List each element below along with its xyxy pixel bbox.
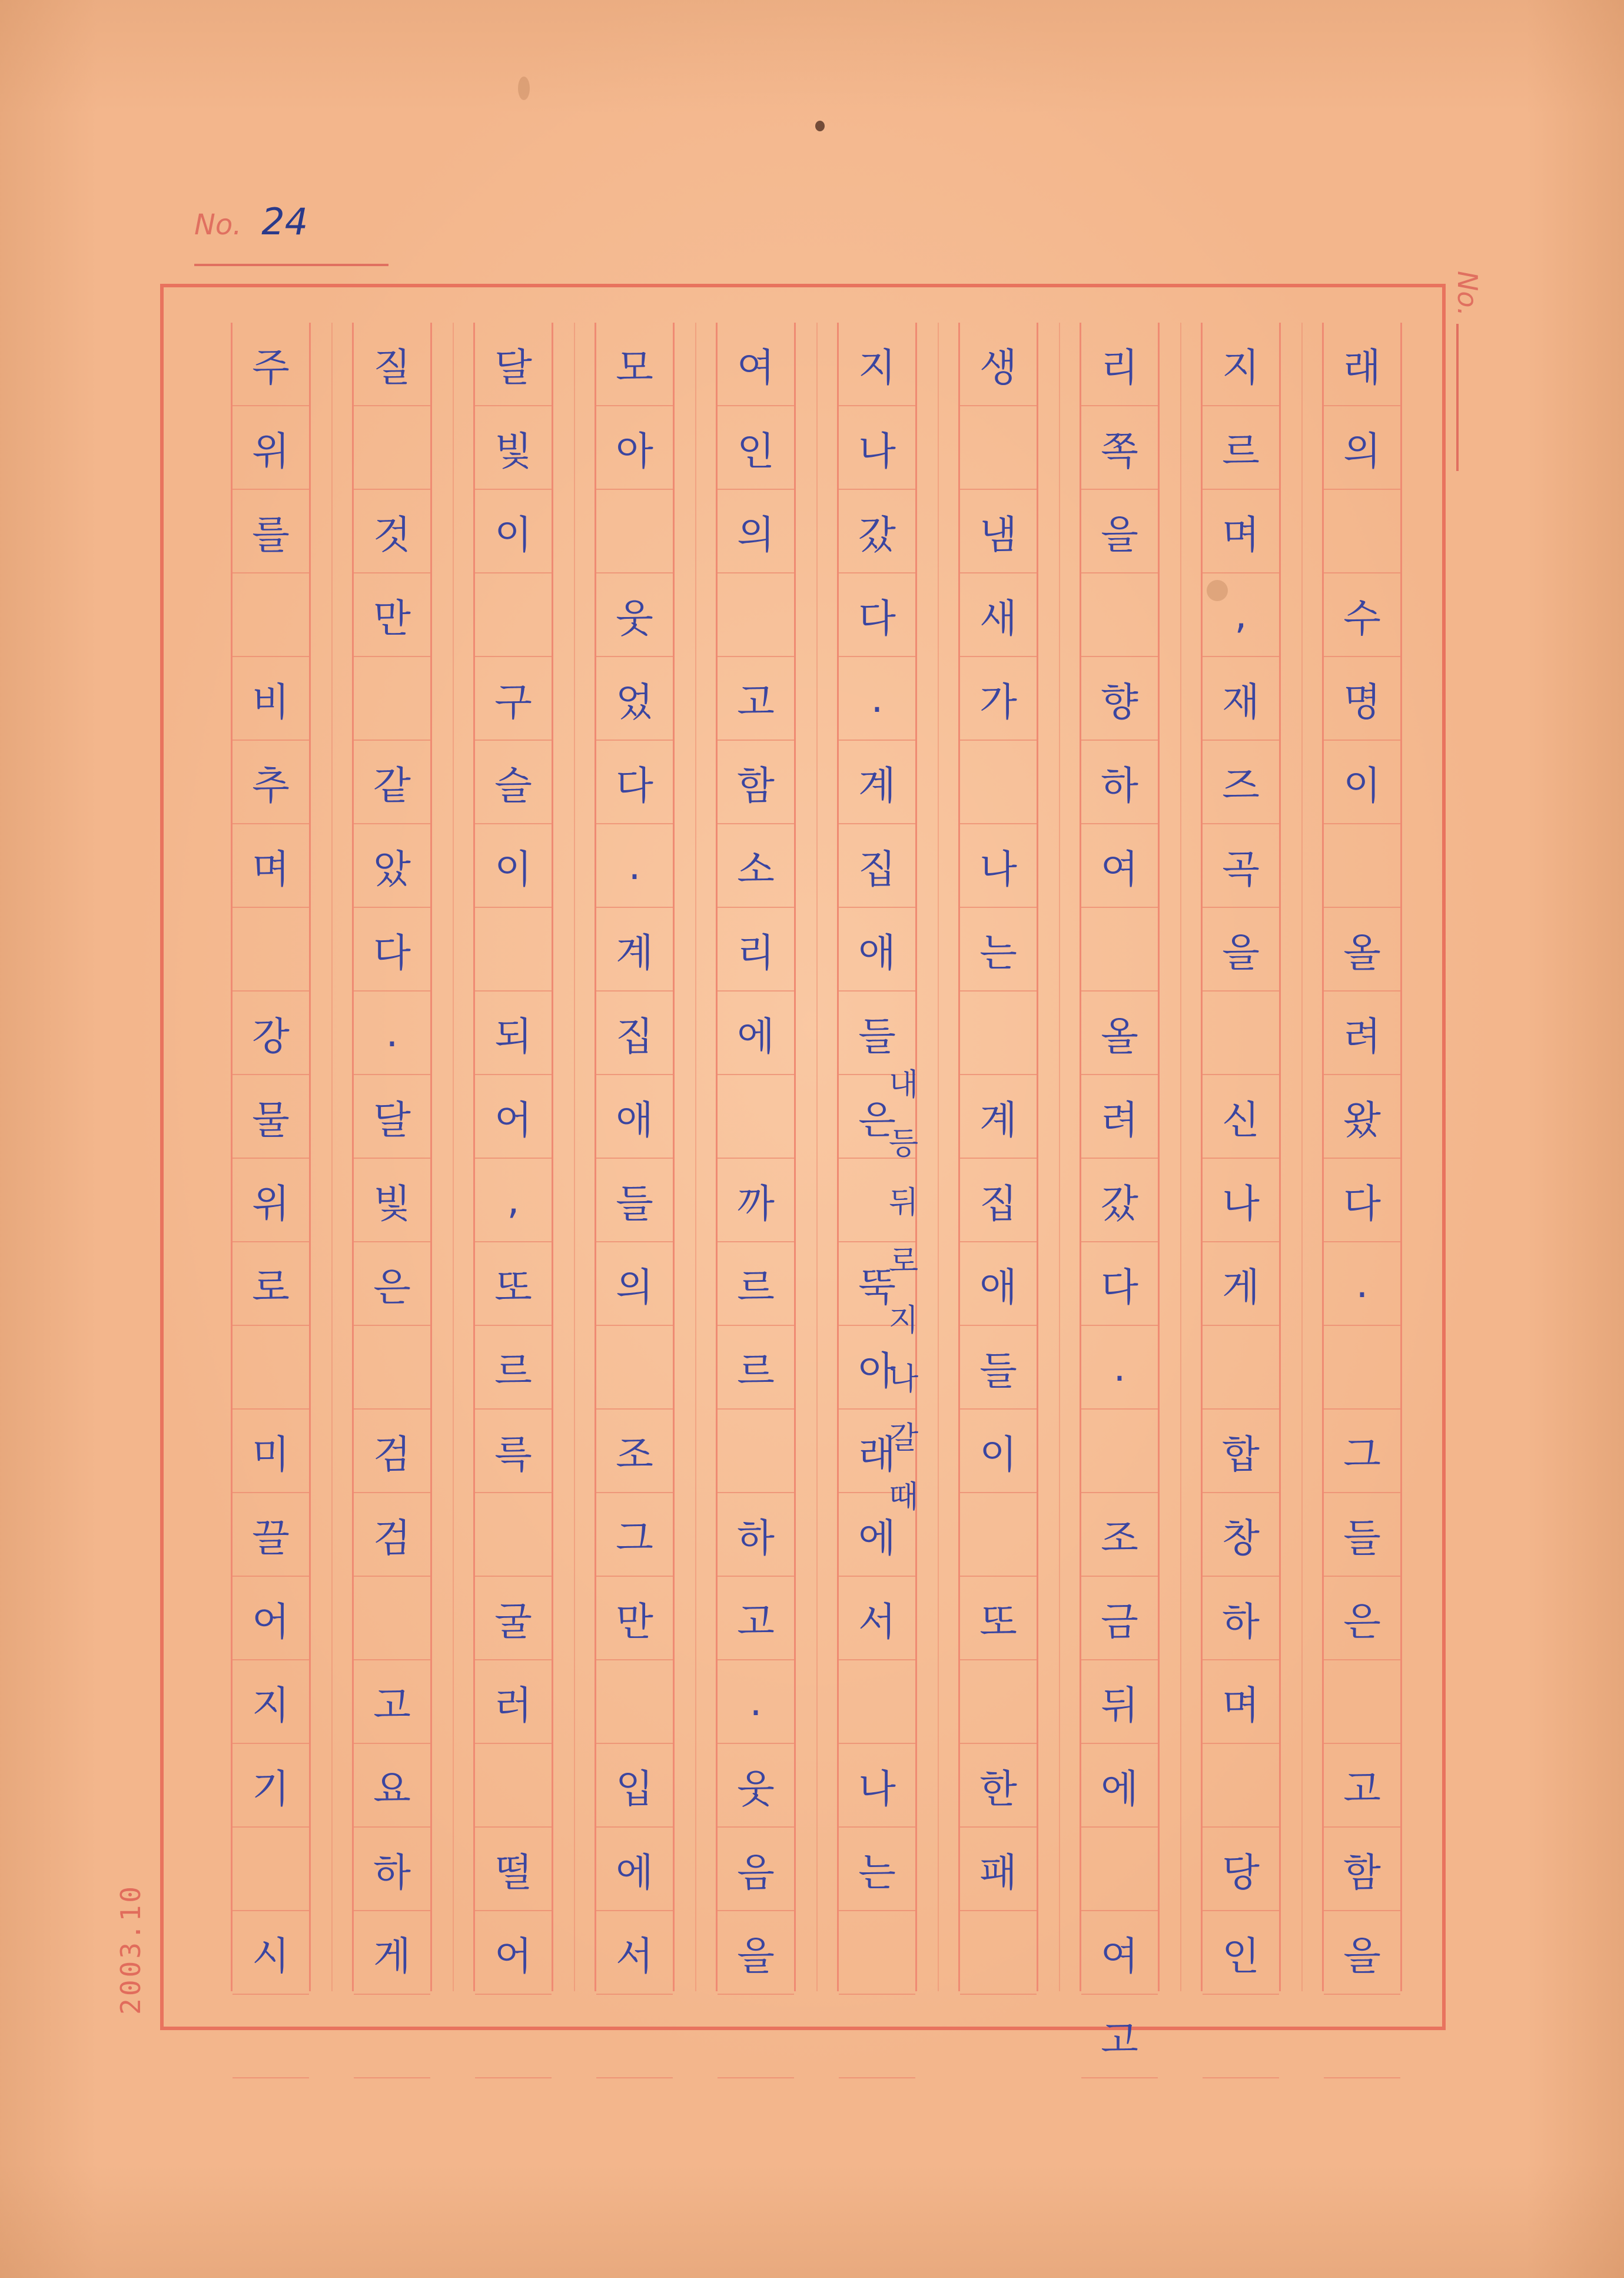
manuscript-column (1080, 323, 1160, 2063)
manuscript-cell: 을 (718, 1911, 794, 1995)
manuscript-cell (1324, 1995, 1400, 2078)
manuscript-cell: 쪽 (1081, 406, 1158, 490)
manuscript-cell (475, 573, 552, 657)
manuscript-cell: 려 (1081, 1075, 1158, 1159)
manuscript-cell (839, 1660, 915, 1744)
manuscript-cell: 끌 (233, 1493, 309, 1577)
manuscript-cell: 며 (1203, 490, 1279, 573)
margin-note-char: 뒤 (888, 1185, 919, 1221)
manuscript-cell: 뒤 (1081, 1660, 1158, 1744)
manuscript-cell: 집 (960, 1159, 1037, 1242)
manuscript-cell: 집 (839, 824, 915, 908)
manuscript-cell (233, 1326, 309, 1410)
manuscript-column (231, 323, 311, 1991)
manuscript-cell (354, 657, 430, 741)
manuscript-cell: 하 (718, 1493, 794, 1577)
manuscript-cell: 추 (233, 741, 309, 824)
manuscript-cell (1081, 1828, 1158, 1911)
manuscript-cell: 나 (839, 406, 915, 490)
manuscript-cell: 냄 (960, 490, 1037, 573)
manuscript-cell: 을 (1324, 1911, 1400, 1995)
manuscript-cell: 리 (1081, 323, 1158, 406)
page-number-value: 24 (261, 200, 308, 243)
manuscript-cell (475, 908, 552, 992)
manuscript-column (1201, 323, 1281, 1991)
manuscript-cell (960, 741, 1037, 824)
manuscript-cell (718, 573, 794, 657)
column-gap-line (695, 323, 696, 1991)
manuscript-cell (1203, 1995, 1279, 2078)
manuscript-column (958, 323, 1038, 1991)
manuscript-cell: 러 (475, 1660, 552, 1744)
manuscript-cell: 향 (1081, 657, 1158, 741)
manuscript-cell: 어 (475, 1075, 552, 1159)
manuscript-cell: 다 (596, 741, 673, 824)
manuscript-cell (960, 406, 1037, 490)
manuscript-cell (233, 908, 309, 992)
manuscript-cell: 집 (596, 992, 673, 1075)
manuscript-cell: 는 (839, 1828, 915, 1911)
manuscript-cell: 에 (1081, 1744, 1158, 1828)
side-number-label: No. (1452, 271, 1483, 317)
manuscript-cell: 빛 (354, 1159, 430, 1242)
manuscript-cell: 고 (718, 1577, 794, 1660)
manuscript-cell: 시 (233, 1911, 309, 1995)
page-number-label: No. (194, 208, 242, 241)
manuscript-cell: 달 (475, 323, 552, 406)
manuscript-cell: 었 (596, 657, 673, 741)
manuscript-cell: 의 (596, 1242, 673, 1326)
manuscript-cell: 서 (596, 1911, 673, 1995)
archive-stamp: 2003.10 (115, 1884, 147, 2015)
manuscript-cell (718, 1995, 794, 2078)
manuscript-cell: 에 (596, 1828, 673, 1911)
manuscript-cell: 한 (960, 1744, 1037, 1828)
manuscript-column (473, 323, 553, 1991)
manuscript-cell: 위 (233, 1159, 309, 1242)
manuscript-cell: 는 (960, 908, 1037, 992)
manuscript-cell: 모 (596, 323, 673, 406)
manuscript-cell: 까 (718, 1159, 794, 1242)
manuscript-cell: 여 (1081, 824, 1158, 908)
manuscript-cell: . (1081, 1326, 1158, 1410)
manuscript-cell: 다 (354, 908, 430, 992)
manuscript-cell: 인 (1203, 1911, 1279, 1995)
manuscript-cell: . (718, 1660, 794, 1744)
manuscript-cell: 검 (354, 1410, 430, 1493)
manuscript-cell: 아 (596, 406, 673, 490)
manuscript-cell (839, 1995, 915, 2078)
manuscript-cell: 하 (1081, 741, 1158, 824)
manuscript-cell: 곡 (1203, 824, 1279, 908)
manuscript-cell: 떨 (475, 1828, 552, 1911)
manuscript-cell: 래 (839, 1410, 915, 1493)
manuscript-cell: 소 (718, 824, 794, 908)
manuscript-cell: 이 (475, 824, 552, 908)
side-number-underline (1456, 324, 1459, 471)
manuscript-cell: 고 (718, 657, 794, 741)
manuscript-cell: 애 (960, 1242, 1037, 1326)
manuscript-cell (1081, 573, 1158, 657)
manuscript-cell: 또 (475, 1242, 552, 1326)
manuscript-cell: 아 (839, 1326, 915, 1410)
manuscript-cell: 들 (1324, 1493, 1400, 1577)
manuscript-cell: . (354, 992, 430, 1075)
manuscript-cell: 계 (839, 741, 915, 824)
page-number-underline (194, 264, 388, 266)
manuscript-cell: 그 (1324, 1410, 1400, 1493)
column-gap-line (453, 323, 454, 1991)
manuscript-cell (596, 1326, 673, 1410)
manuscript-cell: 나 (839, 1744, 915, 1828)
manuscript-cell: 것 (354, 490, 430, 573)
manuscript-cell: 조 (1081, 1493, 1158, 1577)
manuscript-cell: 즈 (1203, 741, 1279, 824)
manuscript-cell: 빛 (475, 406, 552, 490)
manuscript-cell: 기 (233, 1744, 309, 1828)
manuscript-cell: 수 (1324, 573, 1400, 657)
manuscript-cell (1324, 1660, 1400, 1744)
manuscript-cell: 뚝 (839, 1242, 915, 1326)
manuscript-cell: 만 (354, 573, 430, 657)
margin-note-char: 갈 (888, 1421, 919, 1456)
manuscript-cell (960, 1911, 1037, 1995)
manuscript-cell: 들 (960, 1326, 1037, 1410)
manuscript-cell: 륵 (475, 1410, 552, 1493)
column-gap-line (1180, 323, 1181, 1991)
paper-stain (815, 121, 825, 131)
manuscript-cell: 르 (718, 1242, 794, 1326)
margin-note-char: 로 (888, 1244, 919, 1279)
manuscript-cell (233, 1995, 309, 2078)
manuscript-column (1322, 323, 1402, 1991)
manuscript-cell: 강 (233, 992, 309, 1075)
manuscript-cell: 음 (718, 1828, 794, 1911)
manuscript-cell: 같 (354, 741, 430, 824)
manuscript-cell (1324, 490, 1400, 573)
manuscript-cell: 웃 (596, 573, 673, 657)
manuscript-cell: 주 (233, 323, 309, 406)
column-gap-line (331, 323, 333, 1991)
manuscript-cell (596, 490, 673, 573)
manuscript-cell: 슬 (475, 741, 552, 824)
manuscript-cell (475, 1995, 552, 2078)
manuscript-cell: 서 (839, 1577, 915, 1660)
manuscript-cell: 래 (1324, 323, 1400, 406)
manuscript-cell: 은 (1324, 1577, 1400, 1660)
manuscript-cell: 여 (1081, 1911, 1158, 1995)
manuscript-cell: 새 (960, 573, 1037, 657)
manuscript-cell: 되 (475, 992, 552, 1075)
manuscript-cell (960, 1660, 1037, 1744)
manuscript-cell: 하 (354, 1828, 430, 1911)
paper-stain (518, 77, 530, 100)
manuscript-cell: 지 (1203, 323, 1279, 406)
manuscript-cell: 고 (1324, 1744, 1400, 1828)
manuscript-cell: 애 (596, 1075, 673, 1159)
manuscript-cell: 을 (1203, 908, 1279, 992)
manuscript-cell: 요 (354, 1744, 430, 1828)
manuscript-cell: 들 (596, 1159, 673, 1242)
margin-note-char: 지 (888, 1303, 919, 1338)
manuscript-cell: 재 (1203, 657, 1279, 741)
manuscript-cell: 미 (233, 1410, 309, 1493)
manuscript-cell: 며 (233, 824, 309, 908)
margin-note-char: 내 (888, 1067, 919, 1103)
manuscript-cell: 물 (233, 1075, 309, 1159)
manuscript-cell (1203, 1326, 1279, 1410)
manuscript-cell: 이 (1324, 741, 1400, 824)
manuscript-cell: . (596, 824, 673, 908)
manuscript-cell: 검 (354, 1493, 430, 1577)
manuscript-cell: 조 (596, 1410, 673, 1493)
manuscript-cell: 지 (839, 323, 915, 406)
manuscript-cell: 에 (839, 1493, 915, 1577)
manuscript-cell: 르 (718, 1326, 794, 1410)
manuscript-cell: 에 (718, 992, 794, 1075)
column-gap-line (1301, 323, 1303, 1991)
manuscript-cell: 계 (960, 1075, 1037, 1159)
margin-note-char: 등 (888, 1126, 919, 1162)
manuscript-cell: 금 (1081, 1577, 1158, 1660)
manuscript-cell (233, 1828, 309, 1911)
manuscript-cell (960, 992, 1037, 1075)
manuscript-cell: 올 (1081, 992, 1158, 1075)
manuscript-cell (1081, 908, 1158, 992)
manuscript-cell: 았 (354, 824, 430, 908)
manuscript-cell: 질 (354, 323, 430, 406)
manuscript-column (352, 323, 432, 1991)
manuscript-cell: 여 (718, 323, 794, 406)
manuscript-cell: 그 (596, 1493, 673, 1577)
manuscript-cell: 고 (1081, 1995, 1158, 2078)
manuscript-cell: 이 (960, 1410, 1037, 1493)
manuscript-cell: 고 (354, 1660, 430, 1744)
manuscript-cell: 을 (1081, 490, 1158, 573)
manuscript-cell: 려 (1324, 992, 1400, 1075)
manuscript-cell: 의 (1324, 406, 1400, 490)
margin-note-char: 때 (888, 1480, 919, 1515)
manuscript-cell: 게 (354, 1911, 430, 1995)
manuscript-cell: 비 (233, 657, 309, 741)
manuscript-cell: 갔 (1081, 1159, 1158, 1242)
manuscript-cell: 신 (1203, 1075, 1279, 1159)
manuscript-cell (960, 1493, 1037, 1577)
manuscript-cell: 들 (839, 992, 915, 1075)
manuscript-cell: 만 (596, 1577, 673, 1660)
manuscript-grid (200, 323, 1402, 2063)
manuscript-cell (718, 1075, 794, 1159)
manuscript-cell: 며 (1203, 1660, 1279, 1744)
manuscript-cell: 리 (718, 908, 794, 992)
manuscript-cell: 게 (1203, 1242, 1279, 1326)
manuscript-cell: 르 (1203, 406, 1279, 490)
manuscript-cell (354, 1326, 430, 1410)
manuscript-column (595, 323, 675, 1991)
manuscript-cell: 를 (233, 490, 309, 573)
manuscript-cell: 창 (1203, 1493, 1279, 1577)
manuscript-cell: 갔 (839, 490, 915, 573)
manuscript-cell: 다 (839, 573, 915, 657)
column-gap-line (574, 323, 575, 1991)
manuscript-cell: 달 (354, 1075, 430, 1159)
manuscript-cell: 어 (475, 1911, 552, 1995)
manuscript-cell: 나 (1203, 1159, 1279, 1242)
manuscript-cell: 인 (718, 406, 794, 490)
manuscript-cell: , (475, 1159, 552, 1242)
manuscript-cell: 생 (960, 323, 1037, 406)
manuscript-cell: 굴 (475, 1577, 552, 1660)
manuscript-cell: 패 (960, 1828, 1037, 1911)
manuscript-cell (1203, 992, 1279, 1075)
manuscript-cell: 은 (354, 1242, 430, 1326)
manuscript-cell: 다 (1324, 1159, 1400, 1242)
page-number (194, 200, 308, 243)
manuscript-cell: 왔 (1324, 1075, 1400, 1159)
manuscript-cell: . (1324, 1242, 1400, 1326)
manuscript-cell: 나 (960, 824, 1037, 908)
manuscript-cell (475, 1493, 552, 1577)
manuscript-cell: 함 (1324, 1828, 1400, 1911)
manuscript-cell: 지 (233, 1660, 309, 1744)
manuscript-cell: 다 (1081, 1242, 1158, 1326)
manuscript-cell: 당 (1203, 1828, 1279, 1911)
manuscript-cell: 하 (1203, 1577, 1279, 1660)
manuscript-cell (596, 1660, 673, 1744)
column-gap-line (1059, 323, 1060, 1991)
manuscript-cell: 웃 (718, 1744, 794, 1828)
manuscript-cell (354, 1577, 430, 1660)
manuscript-cell: . (839, 657, 915, 741)
manuscript-cell (839, 1911, 915, 1995)
manuscript-cell (596, 1995, 673, 2078)
manuscript-cell (354, 406, 430, 490)
manuscript-cell (354, 1995, 430, 2078)
manuscript-cell: , (1203, 573, 1279, 657)
manuscript-cell (718, 1410, 794, 1493)
manuscript-cell: 또 (960, 1577, 1037, 1660)
manuscript-cell (233, 573, 309, 657)
manuscript-cell: 은 (839, 1075, 915, 1159)
manuscript-cell: 입 (596, 1744, 673, 1828)
manuscript-cell (1324, 1326, 1400, 1410)
manuscript-cell: 올 (1324, 908, 1400, 992)
manuscript-cell: 어 (233, 1577, 309, 1660)
manuscript-cell (1081, 1410, 1158, 1493)
manuscript-cell: 계 (596, 908, 673, 992)
manuscript-cell (1203, 1744, 1279, 1828)
manuscript-column (716, 323, 796, 1991)
manuscript-cell: 명 (1324, 657, 1400, 741)
manuscript-cell: 구 (475, 657, 552, 741)
manuscript-cell: 가 (960, 657, 1037, 741)
margin-note-char: 나 (888, 1362, 919, 1397)
manuscript-cell: 로 (233, 1242, 309, 1326)
manuscript-cell: 합 (1203, 1410, 1279, 1493)
manuscript-cell (1324, 824, 1400, 908)
manuscript-cell: 위 (233, 406, 309, 490)
manuscript-cell (475, 1744, 552, 1828)
manuscript-cell: 의 (718, 490, 794, 573)
manuscript-cell: 이 (475, 490, 552, 573)
manuscript-cell: 애 (839, 908, 915, 992)
margin-correction-note (859, 1060, 948, 1543)
column-gap-line (816, 323, 818, 1991)
manuscript-cell: 르 (475, 1326, 552, 1410)
manuscript-cell: 함 (718, 741, 794, 824)
